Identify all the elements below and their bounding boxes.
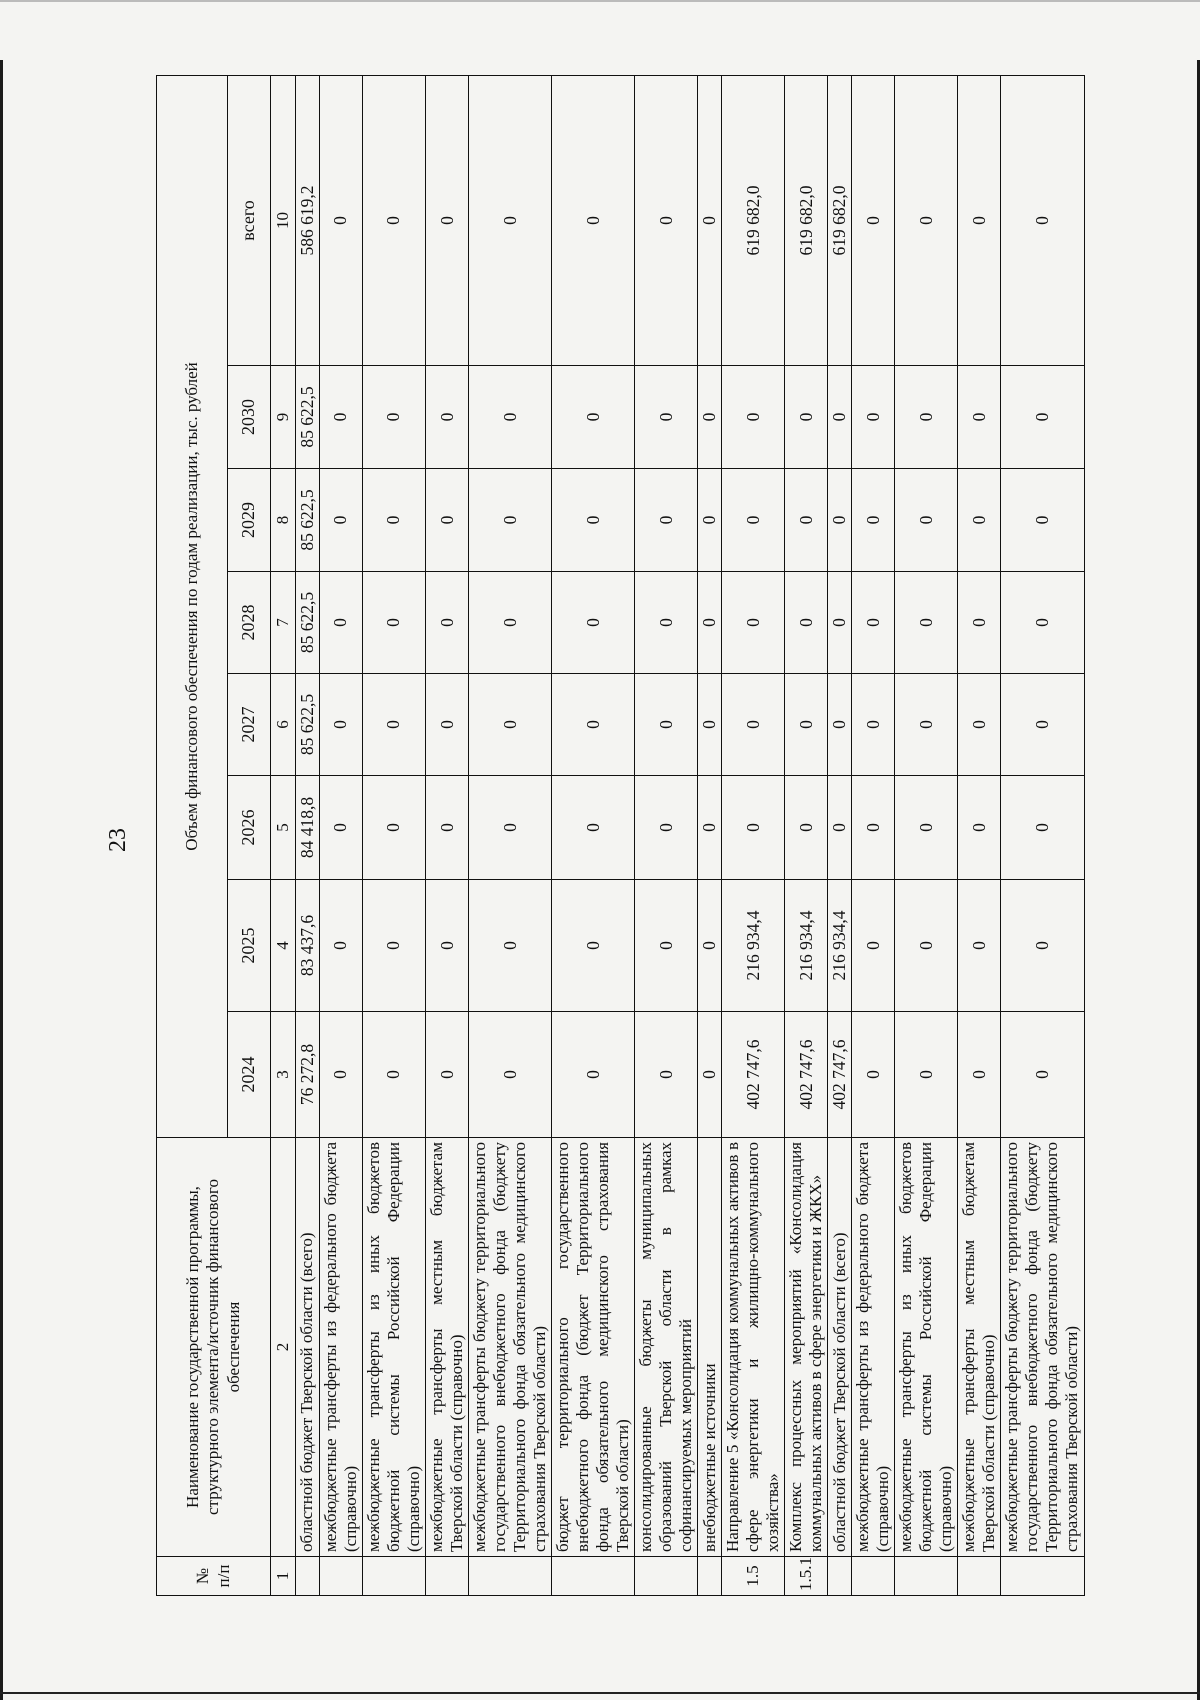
row-value: 85 622,5	[296, 674, 320, 776]
row-value: 0	[785, 776, 828, 880]
row-value: 0	[635, 366, 698, 469]
row-value: 0	[635, 776, 698, 880]
table-row	[468, 75, 551, 1595]
row-value: 0	[468, 674, 551, 776]
row-value: 0	[362, 572, 425, 674]
row-value: 0	[319, 572, 362, 674]
row-value: 0	[468, 469, 551, 572]
row-value: 0	[698, 880, 722, 1012]
row-value: 0	[468, 1012, 551, 1138]
row-code	[852, 1557, 895, 1596]
row-value: 0	[362, 366, 425, 469]
row-value: 0	[785, 469, 828, 572]
row-value: 85 622,5	[296, 366, 320, 469]
row-value: 0	[698, 1012, 722, 1138]
row-code: 1.5.1	[785, 1557, 828, 1596]
row-total: 0	[635, 75, 698, 365]
row-name: внебюджетные источники	[698, 1138, 722, 1557]
row-value: 0	[958, 776, 1001, 880]
row-value: 0	[468, 572, 551, 674]
row-value: 0	[698, 366, 722, 469]
row-value: 85 622,5	[296, 469, 320, 572]
row-code	[828, 1557, 852, 1596]
row-value: 83 437,6	[296, 880, 320, 1012]
row-code	[296, 1557, 320, 1596]
row-code	[552, 1557, 635, 1596]
row-value: 0	[468, 880, 551, 1012]
row-name: межбюджетные трансферты бюджету территориального государственного внебюджетного фонда (бюджету Территориального фонда обязательного медицинского страхования Тверской области)	[1001, 1138, 1084, 1557]
row-total: 0	[895, 75, 958, 365]
table-row	[296, 75, 320, 1595]
row-code	[958, 1557, 1001, 1596]
row-value: 0	[362, 1012, 425, 1138]
row-value: 0	[698, 572, 722, 674]
table-row	[698, 75, 722, 1595]
table-row	[319, 75, 362, 1595]
row-value: 0	[635, 572, 698, 674]
row-name: областной бюджет Тверской области (всего)	[828, 1138, 852, 1557]
row-name: Комплекс процессных мероприятий «Консолидация коммунальных активов в сфере энергетики и ЖКХ»	[785, 1138, 828, 1557]
row-value: 0	[425, 366, 468, 469]
column-number: 10	[271, 75, 296, 365]
row-name: межбюджетные трансферты из федерального бюджета (справочно)	[319, 1138, 362, 1557]
row-value: 0	[635, 674, 698, 776]
row-value: 0	[958, 366, 1001, 469]
row-code	[1001, 1557, 1084, 1596]
row-value: 0	[722, 572, 785, 674]
column-number: 9	[271, 366, 296, 469]
row-value: 0	[895, 1012, 958, 1138]
row-code	[635, 1557, 698, 1596]
row-name: Направление 5 «Консолидация коммунальных активов в сфере энергетики и жилищно-коммунального хозяйства»	[722, 1138, 785, 1557]
row-name: межбюджетные трансферты бюджету территориального государственного внебюджетного фонда (бюджету Территориального фонда обязательного медицинского страхования Тверской области)	[468, 1138, 551, 1557]
row-code: 1.5	[722, 1557, 785, 1596]
row-value: 0	[425, 776, 468, 880]
row-value: 0	[852, 469, 895, 572]
row-value: 0	[1001, 674, 1084, 776]
row-total: 619 682,0	[722, 75, 785, 365]
row-value: 0	[828, 469, 852, 572]
row-value: 0	[852, 366, 895, 469]
row-value: 0	[895, 469, 958, 572]
row-value: 0	[552, 674, 635, 776]
row-value: 0	[852, 776, 895, 880]
row-value: 76 272,8	[296, 1012, 320, 1138]
row-value: 0	[468, 366, 551, 469]
column-number: 2	[271, 1138, 296, 1557]
row-value: 0	[635, 469, 698, 572]
row-name: межбюджетные трансферты из иных бюджетов бюджетной системы Российской Федерации (справочно)	[895, 1138, 958, 1557]
column-number: 6	[271, 674, 296, 776]
header-total: всего	[228, 75, 271, 365]
financing-table	[156, 75, 1085, 1596]
row-value: 0	[319, 880, 362, 1012]
row-value: 0	[828, 366, 852, 469]
row-value: 0	[722, 366, 785, 469]
row-value: 0	[958, 1012, 1001, 1138]
table-row	[552, 75, 635, 1595]
row-value: 0	[319, 469, 362, 572]
row-value: 0	[852, 572, 895, 674]
header-year: 2029	[228, 469, 271, 572]
row-value: 0	[362, 674, 425, 776]
row-value: 0	[1001, 1012, 1084, 1138]
page-number: 23	[105, 828, 131, 852]
row-value: 0	[698, 469, 722, 572]
table-row	[852, 75, 895, 1595]
row-value: 0	[785, 366, 828, 469]
row-name: бюджет территориального государственного внебюджетного фонда (бюджет Территориального фонда обязательного медицинского страхования Тверской области)	[552, 1138, 635, 1557]
row-value: 0	[1001, 469, 1084, 572]
row-value: 402 747,6	[828, 1012, 852, 1138]
row-value: 0	[895, 674, 958, 776]
row-name: консолидированные бюджеты муниципальных образований Тверской области в рамках софинансируемых мероприятий	[635, 1138, 698, 1557]
scan-edge-left	[0, 60, 3, 1700]
row-total: 0	[319, 75, 362, 365]
header-row-main	[157, 75, 228, 1595]
row-value: 0	[319, 674, 362, 776]
header-year: 2030	[228, 366, 271, 469]
column-number: 3	[271, 1012, 296, 1138]
row-name: межбюджетные трансферты местным бюджетам Тверской области (справочно)	[425, 1138, 468, 1557]
row-code	[468, 1557, 551, 1596]
row-value: 0	[362, 776, 425, 880]
table-body	[296, 75, 1085, 1595]
row-total: 586 619,2	[296, 75, 320, 365]
row-value: 0	[425, 1012, 468, 1138]
table-row	[722, 75, 785, 1595]
column-number: 1	[271, 1557, 296, 1596]
row-value: 0	[722, 469, 785, 572]
column-number: 8	[271, 469, 296, 572]
row-value: 0	[722, 674, 785, 776]
row-value: 0	[895, 880, 958, 1012]
table-row	[362, 75, 425, 1595]
row-value: 0	[1001, 366, 1084, 469]
row-value: 0	[425, 880, 468, 1012]
row-value: 0	[852, 880, 895, 1012]
row-value: 0	[635, 1012, 698, 1138]
row-value: 0	[319, 366, 362, 469]
row-value: 402 747,6	[722, 1012, 785, 1138]
row-total: 619 682,0	[828, 75, 852, 365]
row-value: 0	[425, 469, 468, 572]
table-row	[635, 75, 698, 1595]
row-value: 0	[828, 776, 852, 880]
table-row	[785, 75, 828, 1595]
header-year: 2026	[228, 776, 271, 880]
row-value: 0	[552, 469, 635, 572]
row-name: межбюджетные трансферты из иных бюджетов бюджетной системы Российской Федерации (справочно)	[362, 1138, 425, 1557]
header-year: 2028	[228, 572, 271, 674]
row-name: областной бюджет Тверской области (всего)	[296, 1138, 320, 1557]
row-value: 0	[425, 674, 468, 776]
header-year: 2027	[228, 674, 271, 776]
header-name: Наименование государственной программы, структурного элемента/источник финансового обеспечения	[157, 1138, 271, 1557]
row-value: 216 934,4	[785, 880, 828, 1012]
row-value: 0	[958, 674, 1001, 776]
row-value: 84 418,8	[296, 776, 320, 880]
row-value: 0	[828, 674, 852, 776]
row-value: 85 622,5	[296, 572, 320, 674]
row-value: 0	[895, 366, 958, 469]
header-year: 2024	[228, 1012, 271, 1138]
row-total: 619 682,0	[785, 75, 828, 365]
row-value: 0	[552, 1012, 635, 1138]
table-row	[895, 75, 958, 1595]
scan-edge-top	[0, 0, 1200, 2]
table-row	[958, 75, 1001, 1595]
row-name: межбюджетные трансферты из федерального бюджета (справочно)	[852, 1138, 895, 1557]
header-year: 2025	[228, 880, 271, 1012]
row-value: 0	[552, 366, 635, 469]
table-row	[828, 75, 852, 1595]
header-number: № п/п	[157, 1557, 271, 1596]
row-value: 0	[362, 469, 425, 572]
row-code	[895, 1557, 958, 1596]
column-number: 5	[271, 776, 296, 880]
table-row	[425, 75, 468, 1595]
row-code	[362, 1557, 425, 1596]
table-row	[1001, 75, 1084, 1595]
row-value: 216 934,4	[722, 880, 785, 1012]
row-code	[698, 1557, 722, 1596]
row-value: 0	[319, 1012, 362, 1138]
row-total: 0	[1001, 75, 1084, 365]
row-value: 0	[698, 674, 722, 776]
row-value: 0	[635, 880, 698, 1012]
row-total: 0	[698, 75, 722, 365]
row-value: 0	[468, 776, 551, 880]
row-value: 0	[958, 880, 1001, 1012]
row-value: 0	[552, 776, 635, 880]
row-value: 216 934,4	[828, 880, 852, 1012]
row-value: 0	[895, 776, 958, 880]
row-total: 0	[552, 75, 635, 365]
row-value: 0	[958, 572, 1001, 674]
row-value: 0	[828, 572, 852, 674]
row-total: 0	[958, 75, 1001, 365]
row-value: 0	[852, 674, 895, 776]
column-number: 4	[271, 880, 296, 1012]
column-number: 7	[271, 572, 296, 674]
row-value: 0	[895, 572, 958, 674]
row-value: 0	[785, 674, 828, 776]
row-value: 0	[1001, 776, 1084, 880]
row-value: 0	[319, 776, 362, 880]
row-value: 0	[552, 880, 635, 1012]
row-name: межбюджетные трансферты местным бюджетам Тверской области (справочно)	[958, 1138, 1001, 1557]
column-number-row	[271, 75, 296, 1595]
row-total: 0	[468, 75, 551, 365]
row-code	[425, 1557, 468, 1596]
row-value: 0	[1001, 572, 1084, 674]
row-value: 402 747,6	[785, 1012, 828, 1138]
row-total: 0	[362, 75, 425, 365]
row-value: 0	[852, 1012, 895, 1138]
row-value: 0	[362, 880, 425, 1012]
row-total: 0	[425, 75, 468, 365]
header-volume: Объем финансового обеспечения по годам реализации, тыс. рублей	[157, 75, 228, 1137]
row-value: 0	[958, 469, 1001, 572]
row-value: 0	[1001, 880, 1084, 1012]
row-code	[319, 1557, 362, 1596]
row-value: 0	[552, 572, 635, 674]
row-value: 0	[698, 776, 722, 880]
row-value: 0	[425, 572, 468, 674]
rotated-table-container	[156, 76, 1082, 1596]
row-value: 0	[785, 572, 828, 674]
row-total: 0	[852, 75, 895, 365]
row-value: 0	[722, 776, 785, 880]
